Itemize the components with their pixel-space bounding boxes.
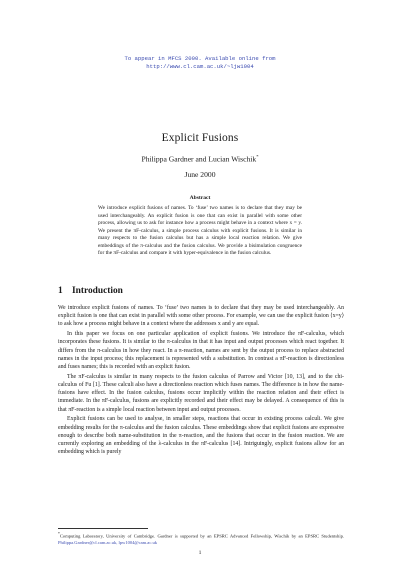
body-paragraph: We introduce explicit fusions of names. To ‘fuse’ two names is to declare that they may be used interchangeably. An explicit fusion is one that can exist in parallel with some other process. For example, we can use the explicit fusion ⟨x=y⟩ to ask how a process might behave in a context where the addresses x and y are equal. [58,305,344,328]
footnote [58,531,344,546]
section-title: Introduction [72,286,123,296]
page-number: 1 [198,550,202,556]
paper-authors [0,154,400,164]
footnote-email-link[interactable]: Philippa.Gardner@cl.cam.ac.uk, lpw1004@cam.ac.uk [58,539,158,545]
paper-date: June 2000 [184,170,216,179]
body-paragraph: Explicit fusions can be used to analyse, in smaller steps, reactions that occur in existing process calculi. We give embedding results for the π-calculus and the fusion calculus. These embeddings show that explicit fusions are expressive enough to describe both name-substitution in the π-reaction, and the fusions that occur in the fusion reaction. We are currently exploring an embedding of the λ-calculus in the πF-calculus [14]. Intriguingly, explicit fusions allow for an embedding which is purely [58,416,344,456]
section-number: 1 [58,286,63,296]
author-names: Philippa Gardner and Lucian Wischik [141,154,257,164]
body-paragraph: The πF-calculus is similar in many respects to the fusion calculus of Parrow and Victor [10, 13], and to the chi-calculus of Fu [1]. These calculi also have a directionless reaction which fuses names. The difference is in how the name-fusions have effect. In the fusion calculus, fusions occur implicitly within the reaction relation and their effect is immediate. In the πF-calculus, fusions are explicitly recorded and their effect may be delayed. A consequence of this is that πF-reaction is a simple local reaction between input and output processes. [58,373,344,413]
section-heading [58,286,348,296]
publication-notice [0,55,400,71]
notice-line: To appear in MFCS 2000. Available online from [124,55,276,62]
section-body [58,304,344,458]
abstract-heading: Abstract [189,195,211,201]
notice-url-link[interactable]: http://www.cl.cam.ac.uk/~ljw1004 [146,63,254,70]
footnote-divider [58,528,148,529]
footnote-text: Computing Laboratory, University of Cambridge. Gardner is supported by an EPSRC Advanced Fellowship, Wischik by an EPSRC Studentship. [59,533,344,539]
body-paragraph: In this paper we focus on one particular application of explicit fusions. We introduce the πF-calculus, which incorporates these fusions. It is similar to the π-calculus in that it has input and output processes which react together. It differs from the π-calculus in how they react. In a π-reaction, names are sent by the output process to replace abstracted names in the input process; this replacement is represented with a substitution. In contrast a πF-reaction is directionless and fuses names; this is recorded with an explicit fusion. [58,331,344,371]
footnote-mark: * [58,532,60,536]
paper-title: Explicit Fusions [161,132,239,144]
abstract-text: We introduce explicit fusions of names. To ‘fuse’ two names is to declare that they may be used interchangeably. An explicit fusion is one that can exist in parallel with some other process, allowing us to ask for instance how a process might behave in a context where x = y. We present the πF-calculus, a simple process calculus with explicit fusions. It is similar in many respects to the fusion calculus but has a simple local reaction relation. We give embeddings of the π-calculus and the fusion calculus. We provide a bisimulation congruence for the πF-calculus and compare it with hyper-equivalence in the fusion calculus. [98,205,302,257]
author-footnote-mark: * [256,154,259,159]
